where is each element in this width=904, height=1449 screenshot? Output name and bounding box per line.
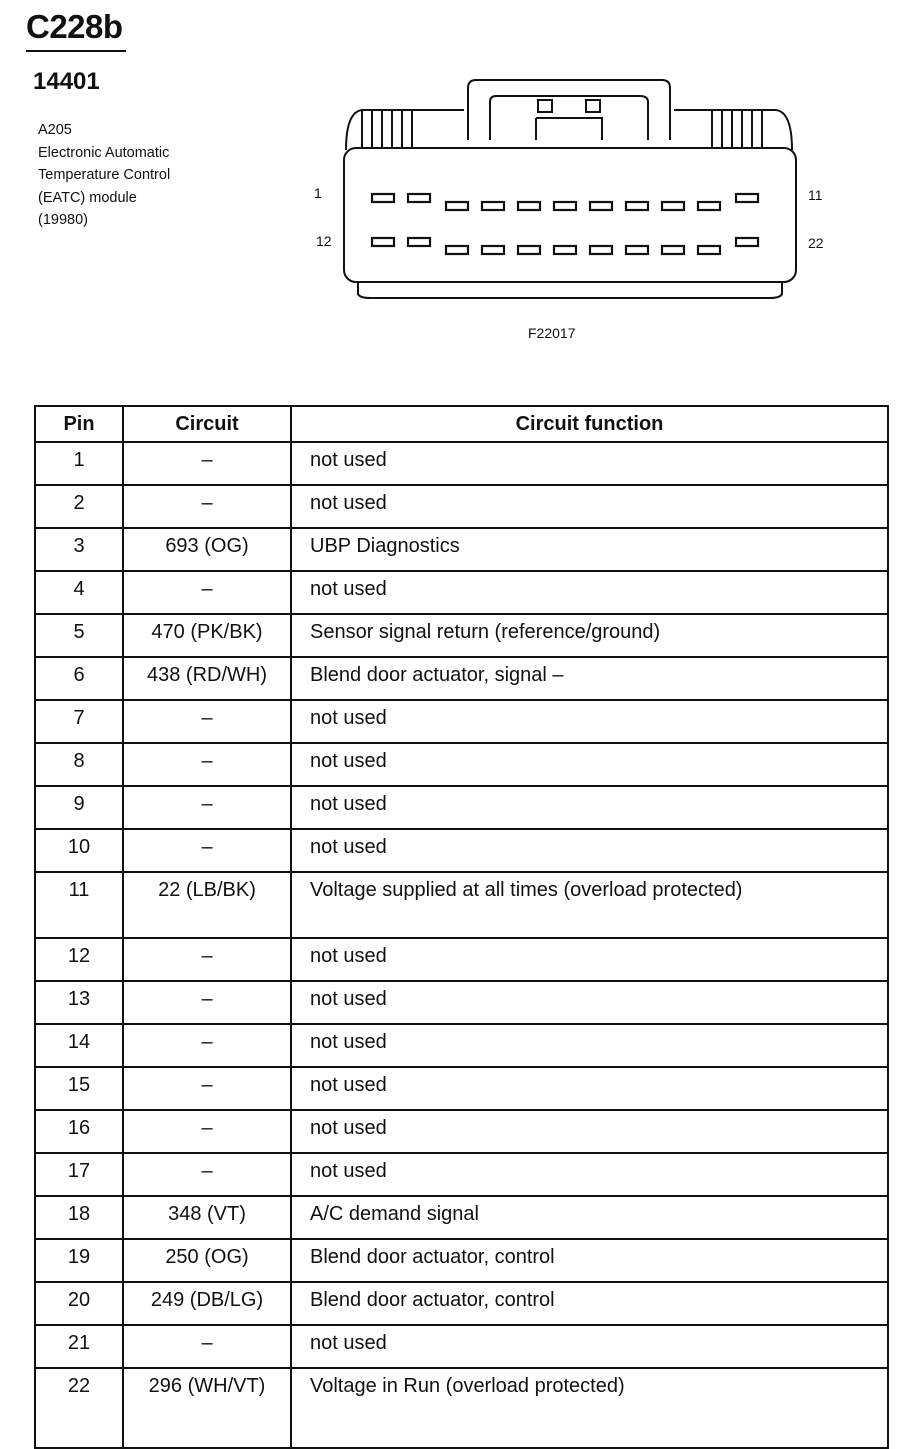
pin-cell: 20 [35, 1282, 123, 1325]
circuit-cell: – [123, 1067, 291, 1110]
pin-cell: 3 [35, 528, 123, 571]
circuit-cell: – [123, 1024, 291, 1067]
pin-cell: 17 [35, 1153, 123, 1196]
pin-cell: 19 [35, 1239, 123, 1282]
function-cell: not used [291, 1067, 888, 1110]
pin-label-1: 1 [314, 185, 322, 201]
function-cell: not used [291, 743, 888, 786]
lower-cavity-row [372, 238, 758, 254]
circuit-cell: 22 (LB/BK) [123, 872, 291, 938]
circuit-cell: – [123, 442, 291, 485]
pin-cell: 1 [35, 442, 123, 485]
function-cell: Sensor signal return (reference/ground) [291, 614, 888, 657]
pin-cell: 9 [35, 786, 123, 829]
pin-cell: 16 [35, 1110, 123, 1153]
circuit-cell: 438 (RD/WH) [123, 657, 291, 700]
table-row [35, 1368, 888, 1448]
table-row [35, 938, 888, 981]
description-line: (19980) [38, 212, 88, 228]
function-cell: not used [291, 571, 888, 614]
function-cell: Blend door actuator, control [291, 1239, 888, 1282]
pin-cell: 22 [35, 1368, 123, 1448]
circuit-cell: – [123, 786, 291, 829]
pin-cell: 11 [35, 872, 123, 938]
function-cell: not used [291, 1110, 888, 1153]
table-header-row [35, 406, 888, 442]
table-row [35, 1024, 888, 1067]
table-row [35, 657, 888, 700]
table-row [35, 700, 888, 743]
table-row [35, 485, 888, 528]
pin-cell: 12 [35, 938, 123, 981]
figure-id: F22017 [528, 325, 576, 341]
part-number: 14401 [33, 68, 100, 95]
pin-cell: 15 [35, 1067, 123, 1110]
pin-cell: 6 [35, 657, 123, 700]
function-cell: not used [291, 1325, 888, 1368]
pin-cell: 2 [35, 485, 123, 528]
circuit-cell: – [123, 700, 291, 743]
function-cell: not used [291, 700, 888, 743]
table-row [35, 614, 888, 657]
function-cell: not used [291, 442, 888, 485]
function-cell: UBP Diagnostics [291, 528, 888, 571]
table-row [35, 528, 888, 571]
function-cell: Voltage in Run (overload protected) [291, 1368, 888, 1448]
circuit-cell: – [123, 938, 291, 981]
pin-cell: 21 [35, 1325, 123, 1368]
circuit-cell: – [123, 743, 291, 786]
pin-cell: 18 [35, 1196, 123, 1239]
circuit-cell: – [123, 571, 291, 614]
function-cell: not used [291, 485, 888, 528]
table-row [35, 442, 888, 485]
circuit-cell: 693 (OG) [123, 528, 291, 571]
pin-cell: 14 [35, 1024, 123, 1067]
connector-body [344, 148, 796, 282]
table-row [35, 872, 888, 938]
connector-title: C228b [26, 8, 123, 45]
latch-tab-left [538, 100, 552, 112]
circuit-cell: – [123, 829, 291, 872]
circuit-cell: – [123, 981, 291, 1024]
latch-tab-right [586, 100, 600, 112]
pinout-table [34, 405, 889, 1449]
latch-center [536, 118, 602, 140]
title-underline [26, 50, 126, 52]
component-description [38, 119, 170, 232]
connector-face-diagram [300, 70, 860, 310]
table-row [35, 981, 888, 1024]
description-line: A205 [38, 122, 72, 138]
function-cell: Voltage supplied at all times (overload protected) [291, 872, 888, 938]
circuit-cell: – [123, 485, 291, 528]
circuit-cell: 250 (OG) [123, 1239, 291, 1282]
table-row [35, 1239, 888, 1282]
table-row [35, 1325, 888, 1368]
table-row [35, 1067, 888, 1110]
pin-label-11: 11 [808, 187, 823, 203]
pin-label-22: 22 [808, 235, 824, 251]
pin-cell: 7 [35, 700, 123, 743]
description-line: Electronic Automatic [38, 144, 170, 161]
function-cell: not used [291, 786, 888, 829]
table-row [35, 1196, 888, 1239]
description-line: (EATC) module [38, 189, 137, 206]
circuit-cell: 296 (WH/VT) [123, 1368, 291, 1448]
pin-cell: 5 [35, 614, 123, 657]
circuit-cell: 348 (VT) [123, 1196, 291, 1239]
function-cell: Blend door actuator, signal – [291, 657, 888, 700]
header-pin: Pin [35, 406, 123, 442]
table-row [35, 786, 888, 829]
table-row [35, 829, 888, 872]
table-row [35, 743, 888, 786]
pin-cell: 10 [35, 829, 123, 872]
connector-latch [468, 80, 670, 140]
function-cell: A/C demand signal [291, 1196, 888, 1239]
upper-cavity-row [372, 194, 758, 210]
table-row [35, 1153, 888, 1196]
circuit-cell: – [123, 1110, 291, 1153]
description-line: Temperature Control [38, 167, 171, 183]
circuit-cell: 470 (PK/BK) [123, 614, 291, 657]
pin-cell: 8 [35, 743, 123, 786]
table-row [35, 1282, 888, 1325]
function-cell: not used [291, 1024, 888, 1067]
header-function: Circuit function [291, 406, 888, 442]
circuit-cell: 249 (DB/LG) [123, 1282, 291, 1325]
function-cell: not used [291, 981, 888, 1024]
function-cell: not used [291, 1153, 888, 1196]
table-row [35, 1110, 888, 1153]
function-cell: not used [291, 829, 888, 872]
pin-cell: 13 [35, 981, 123, 1024]
pin-label-12: 12 [316, 233, 332, 249]
connector-base [358, 282, 782, 298]
function-cell: not used [291, 938, 888, 981]
circuit-cell: – [123, 1325, 291, 1368]
header-circuit: Circuit [123, 406, 291, 442]
table-row [35, 571, 888, 614]
circuit-cell: – [123, 1153, 291, 1196]
pin-cell: 4 [35, 571, 123, 614]
function-cell: Blend door actuator, control [291, 1282, 888, 1325]
